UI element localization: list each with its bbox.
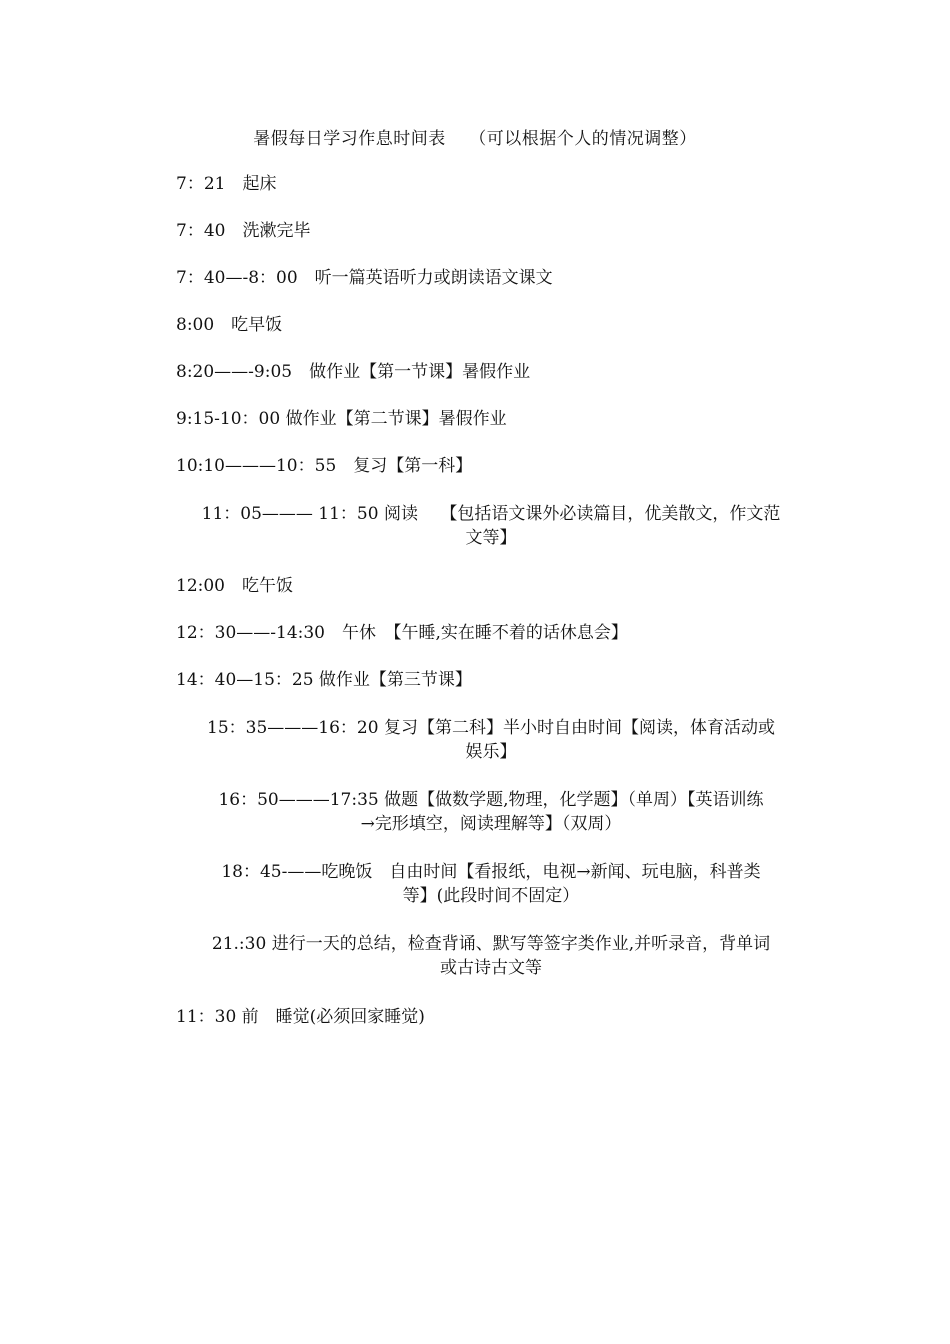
schedule-item-exercise [176,788,806,836]
schedule-item-sleep: 11：30 前 睡觉(必须回家睡觉) [176,1007,425,1027]
schedule-item-wakeup: 7：21 起床 [176,174,277,194]
schedule-item-homework-3: 14：40—15：25 做作业【第三节课】 [176,670,472,690]
schedule-item-nap: 12：30——-14:30 午休 【午睡,实在睡不着的话休息会】 [176,623,628,643]
schedule-item-review-2-line-2: 娱乐】 [465,742,517,762]
page-title: 暑假每日学习作息时间表 （可以根据个人的情况调整） [253,129,697,149]
schedule-item-reading-line-2: 文等】 [465,528,517,548]
schedule-item-review-2-line-1: 15：35———16：20 复习【第二科】半小时自由时间【阅读，体育活动或 [207,718,775,738]
schedule-item-summary-line-2: 或古诗古文等 [440,958,542,978]
schedule-item-dinner [176,860,806,908]
schedule-item-listening: 7：40—-8：00 听一篇英语听力或朗读语文课文 [176,268,553,288]
schedule-item-homework-2: 9:15-10：00 做作业【第二节课】暑假作业 [176,409,507,429]
schedule-item-review-1: 10:10———10：55 复习【第一科】 [176,456,473,476]
schedule-item-reading [176,502,806,550]
schedule-item-lunch: 12:00 吃午饭 [176,576,293,596]
schedule-item-reading-line-1: 11：05——— 11：50 阅读 【包括语文课外必读篇目，优美散文，作文范 [201,504,781,524]
schedule-item-exercise-line-2: →完形填空，阅读理解等】（双周） [360,814,622,834]
schedule-item-dinner-line-2: 等】(此段时间不固定） [402,886,580,906]
schedule-item-homework-1: 8:20——-9:05 做作业【第一节课】暑假作业 [176,362,531,382]
schedule-item-review-2 [176,716,806,764]
schedule-item-wash: 7：40 洗漱完毕 [176,221,311,241]
schedule-item-exercise-line-1: 16：50———17:35 做题【做数学题,物理，化学题】（单周）【英语训练 [218,790,764,810]
schedule-item-summary-line-1: 21.:30 进行一天的总结，检查背诵、默写等签字类作业,并听录音，背单词 [211,934,771,954]
schedule-item-breakfast: 8:00 吃早饭 [176,315,283,335]
schedule-item-summary [176,932,806,980]
schedule-item-dinner-line-1: 18：45-——吃晚饭 自由时间【看报纸，电视→新闻、玩电脑，科普类 [221,862,761,882]
